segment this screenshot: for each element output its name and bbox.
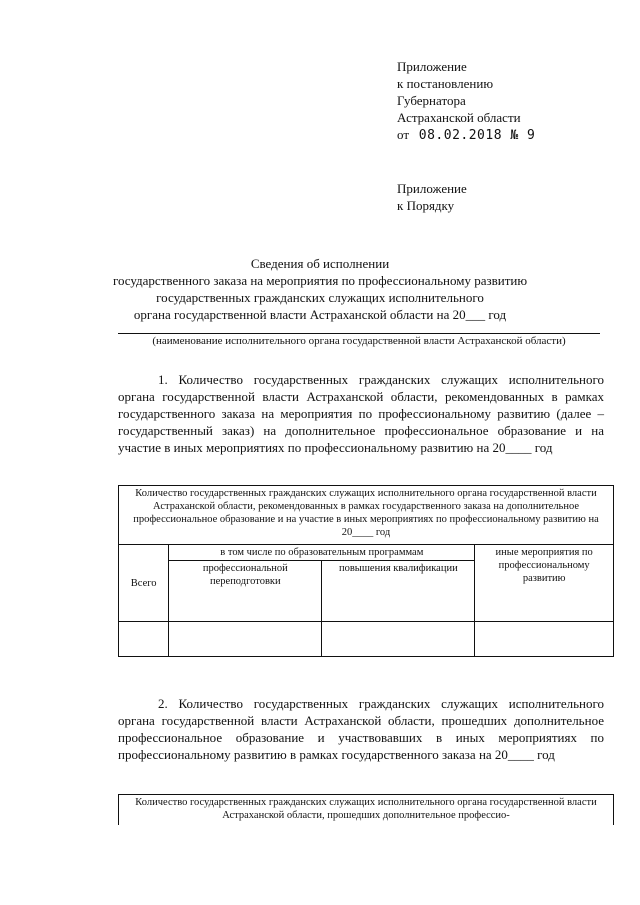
appendix2-line: Приложение (397, 181, 467, 196)
table2-header: Количество государственных гражданских служащих исполнительного органа государственной власти Астраханской области, прошедших дополнительное профессио- (119, 795, 614, 826)
appendix-line: к постановлению (397, 76, 494, 91)
appendix-date-line (397, 126, 535, 144)
title-line: органа государственной власти Астраханской области на 20___ год (133, 307, 507, 322)
table1-cell-retraining[interactable] (169, 622, 322, 657)
document-title (100, 255, 540, 323)
table1-header: Количество государственных гражданских служащих исполнительного органа государственной власти Астраханской области, рекомендованных в рамках государственного заказа на дополнительное профессиональное образование и на участие в иных мероприятиях по профессиональному развитию на 20____ год (119, 486, 614, 545)
date-number: 08.02.2018 № 9 (418, 128, 536, 143)
appendix2-block (397, 180, 467, 214)
org-caption: (наименование исполнительного органа государственной власти Астраханской области) (152, 335, 566, 347)
title-line: государственного заказа на мероприятия по профессиональному развитию (112, 273, 528, 288)
paragraph-1: 1. Количество государственных гражданских служащих исполнительного органа государственной власти Астраханской области, рекомендованных в рамках государственного заказа на мероприятия по профессиональному развитию (далее – государственный заказ) на дополнительное профессиональное образование и на участие в иных мероприятиях по профессиональному развитию на 20____ год (118, 372, 604, 455)
table1-cell-qualification[interactable] (322, 622, 475, 657)
table1-cell-other[interactable] (475, 622, 614, 657)
title-line: государственных гражданских служащих исполнительного (156, 290, 484, 305)
table1-cell-total[interactable] (119, 622, 169, 657)
appendix-line: Приложение (397, 59, 467, 74)
table1-col-group: в том числе по образовательным программам (169, 545, 475, 561)
table1-col-other: иные мероприятия по профессиональному развитию (475, 545, 614, 622)
appendix-block (397, 58, 535, 144)
appendix2-line: к Порядку (397, 198, 455, 213)
table-row (119, 622, 614, 657)
appendix-line: Астраханской области (397, 110, 521, 125)
table1-col-total: Всего (119, 545, 169, 622)
title-line: Сведения об исполнении (250, 256, 390, 271)
appendix-line: Губернатора (397, 93, 466, 108)
paragraph-2: 2. Количество государственных гражданских служащих исполнительного органа государственной власти Астраханской области, прошедших дополнительное профессиональное образование и участвовавших в иных мероприятиях по профессиональному развитию в рамках государственного заказа на 20____ год (118, 696, 604, 762)
date-prefix: от (397, 127, 410, 142)
table-2 (118, 794, 614, 825)
table1-col-qualification: повышения квалификации (322, 561, 475, 622)
org-name-line (118, 333, 600, 334)
table-1 (118, 485, 614, 657)
table1-col-retraining: профессиональной переподготовки (169, 561, 322, 622)
